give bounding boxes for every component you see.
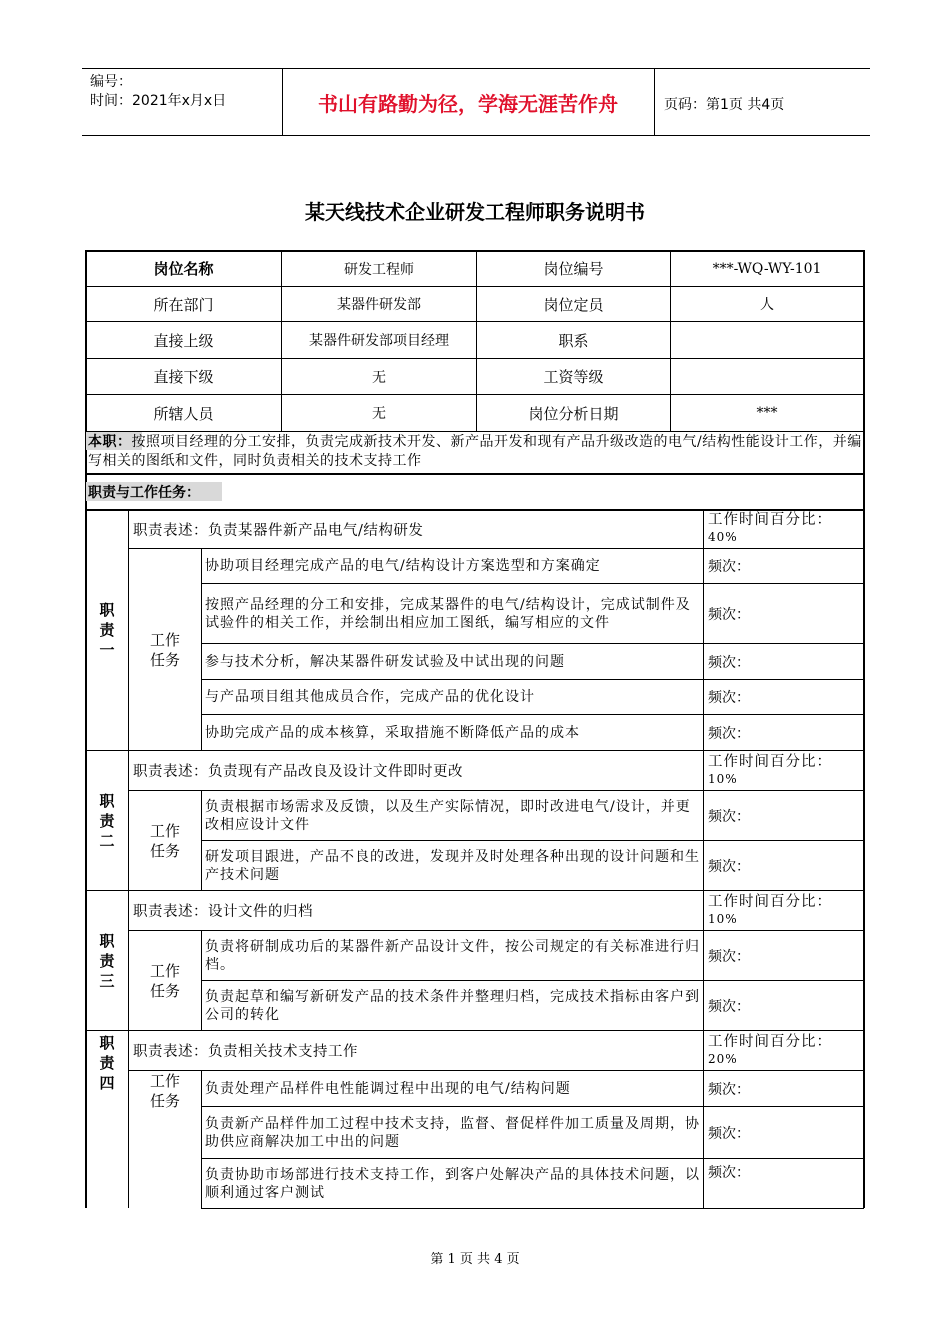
percent-value: 20% [708,1051,738,1066]
task-item: 负责将研制成功后的某器件新产品设计文件，按公司规定的有关标准进行归档。 [205,938,700,973]
percent-value: 40% [708,530,738,544]
label-department: 所在部门 [153,295,214,314]
main-duty-label: 本职： [88,434,132,450]
percent-label: 工作时间百分比： [708,753,832,770]
label-subordinate: 直接下级 [153,368,214,386]
duties-heading: 职责与工作任务： [88,485,200,501]
label-salary-grade: 工资等级 [543,368,604,386]
task-item: 负责起草和编写新研发产品的技术条件并整理归档，完成技术指标由客户到公司的转化 [205,988,700,1023]
task-item: 按照产品经理的分工和安排，完成某器件的电气/结构设计，完成试制件及试验件的相关工作，并绘制出相应加工图纸，编写相应的文件 [205,596,691,631]
frequency-cell: 频次： [708,690,750,706]
duty-label: 职责四 [99,1034,115,1092]
task-label: 工作任务 [149,1072,180,1110]
task-item: 研发项目跟进，产品不良的改进，发现并及时处理各种出现的设计问题和生产技术问题 [205,848,700,883]
value-staff: 无 [372,406,386,422]
duty-percent [704,891,863,930]
task-item: 协助项目经理完成产品的电气/结构设计方案选型和方案确定 [205,558,601,574]
duty-statement: 职责表述：负责现有产品改良及设计文件即时更改 [133,764,463,780]
percent-label: 工作时间百分比： [708,893,832,910]
frequency-cell: 频次： [708,808,750,825]
value-position-code: ***-WQ-WY-101 [712,260,822,277]
value-job-family [671,322,863,358]
frequency-cell: 频次： [708,1165,750,1181]
duty-statement: 职责表述：负责相关技术支持工作 [133,1044,358,1060]
task-label: 工作任务 [149,961,180,1000]
label-staff: 所辖人员 [153,404,214,423]
label-analysis-date: 岗位分析日期 [528,404,619,423]
label-headcount: 岗位定员 [543,295,604,314]
duty-label: 职责二 [99,791,115,850]
main-duty-text: 按照项目经理的分工安排，负责完成新技术开发、新产品开发和现有产品升级改造的电气/结构性能设计工作，并编写相关的图纸和文件，同时负责相关的技术支持工作 [88,434,862,469]
frequency-cell: 频次： [708,559,750,575]
task-label: 工作任务 [149,821,180,860]
doc-number-label: 编号： [90,74,132,90]
frequency-cell: 频次： [708,1081,750,1098]
percent-label: 工作时间百分比： [708,1033,832,1050]
percent-label: 工作时间百分比： [708,512,832,528]
label-position-code: 岗位编号 [543,260,604,278]
frequency-cell: 频次： [708,606,750,623]
frequency-cell: 频次： [708,725,750,742]
label-job-family: 职系 [558,331,589,350]
label-position-name: 岗位名称 [153,260,214,278]
task-rule [201,1208,864,1209]
duty-percent [704,510,863,548]
task-item: 负责协助市场部进行技术支持工作，到客户处解决产品的具体技术问题，以顺利通过客户测试 [205,1166,700,1201]
duty-statement: 职责表述：设计文件的归档 [133,904,313,920]
value-salary-grade [671,359,863,394]
value-department: 某器件研发部 [337,297,421,313]
duty-statement: 职责表述：负责某器件新产品电气/结构研发 [133,522,424,539]
frequency-cell: 频次： [708,998,750,1015]
header-divider [654,68,655,135]
percent-value: 10% [708,911,738,926]
value-subordinate: 无 [372,369,386,386]
task-label: 工作任务 [149,630,180,669]
frequency-cell: 频次： [708,654,750,671]
task-item: 参与技术分析，解决某器件研发试验及中试出现的问题 [205,653,565,670]
table-rule [85,473,864,475]
label-supervisor: 直接上级 [153,331,214,350]
value-headcount: 人 [760,297,774,313]
document-title: 某天线技术企业研发工程师职务说明书 [305,200,645,224]
task-item: 负责根据市场需求及反馈，以及生产实际情况，即时改进电气/设计，并更改相应设计文件 [205,798,691,833]
value-supervisor: 某器件研发部项目经理 [309,333,449,349]
value-analysis-date: *** [756,405,778,421]
duty-percent [704,1031,863,1070]
duty-percent [704,751,863,790]
table-border [863,250,865,431]
header-top-rule [82,68,870,69]
header-bottom-rule [82,135,870,136]
main-duty-block [88,433,862,471]
duty-label: 职责三 [99,931,115,990]
header-page-label: 页码：第1页 共4页 [664,97,785,113]
task-item: 负责处理产品样件电性能调过程中出现的电气/结构问题 [205,1080,571,1097]
value-position-name: 研发工程师 [344,261,414,278]
header-motto: 书山有路勤为径，学海无涯苦作舟 [318,92,618,116]
task-item: 与产品项目组其他成员合作，完成产品的优化设计 [205,689,535,705]
table-rule [85,431,864,432]
percent-value: 10% [708,771,738,786]
task-item: 负责新产品样件加工过程中技术支持，监督、督促样件加工质量及周期，协助供应商解决加工中出的问题 [205,1115,700,1150]
task-item: 协助完成产品的成本核算，采取措施不断降低产品的成本 [205,724,580,741]
duty-label: 职责一 [99,601,115,659]
frequency-cell: 频次： [708,858,750,875]
doc-time-label: 时间：2021年x月x日 [90,93,227,109]
frequency-cell: 频次： [708,1125,750,1142]
frequency-cell: 频次： [708,948,750,965]
page-footer: 第 1 页 共 4 页 [430,1252,520,1267]
